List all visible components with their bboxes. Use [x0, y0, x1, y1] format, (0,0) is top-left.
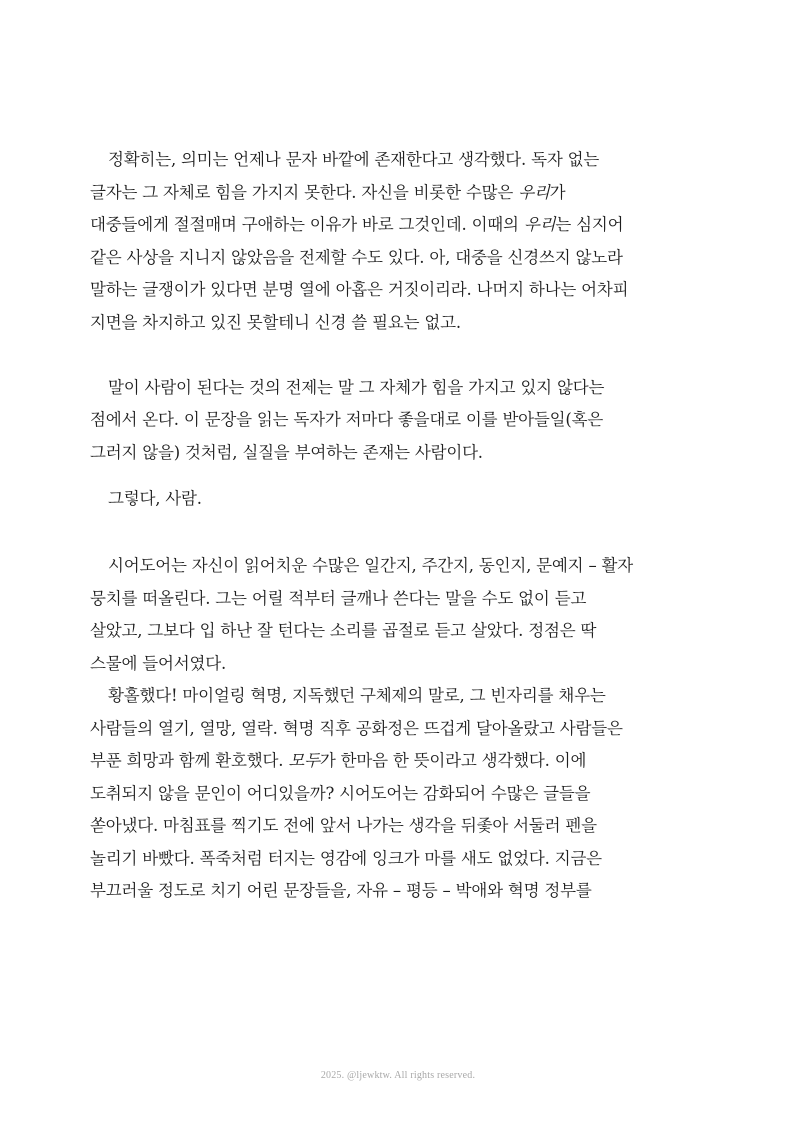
text-line — [90, 404, 710, 437]
text-line — [90, 745, 710, 778]
paragraph — [90, 680, 710, 908]
text-run: 스물에 들어서였다. — [90, 653, 227, 673]
text-run: 대중들에게 절절매며 구애하는 이유가 바로 그것인데. 이때의 — [90, 215, 524, 234]
emphasis-text: 모두 — [288, 751, 320, 770]
text-line — [90, 713, 710, 746]
text-line — [90, 372, 710, 405]
text-run: 부푼 희망과 함께 환호했다. — [90, 751, 289, 770]
paragraph — [90, 550, 710, 680]
text-line — [90, 810, 710, 843]
text-run: 놀리기 바빴다. 폭죽처럼 터지는 영감에 잉크가 마를 새도 없었다. 지금은 — [90, 848, 602, 868]
text-run: 도취되지 않을 문인이 어디있을까? 시어도어는 감화되어 수많은 글들을 — [90, 783, 591, 803]
text-line — [90, 843, 710, 876]
body-text — [90, 144, 710, 908]
text-line — [90, 483, 710, 516]
text-line — [90, 242, 710, 275]
text-line — [90, 144, 710, 177]
text-line — [90, 875, 710, 908]
text-line — [90, 177, 710, 210]
text-run: 시어도어는 자신이 읽어치운 수많은 일간지, 주간지, 동인지, 문예지 – 활자 — [108, 556, 634, 575]
text-line — [90, 437, 710, 470]
text-line — [90, 583, 710, 616]
text-run: 살았고, 그보다 입 하난 잘 턴다는 소리를 곱절로 듣고 살았다. 정점은 딱 — [90, 621, 597, 640]
text-run: 뭉치를 떠올린다. 그는 어릴 적부터 글깨나 쓴다는 말을 수도 없이 듣고 — [90, 588, 587, 608]
text-run: 말이 사람이 된다는 것의 전제는 말 그 자체가 힘을 가지고 있지 않다는 — [108, 377, 605, 397]
text-run: 지면을 차지하고 있진 못할테니 신경 쓸 필요는 없고. — [90, 312, 461, 332]
text-run: 같은 사상을 지니지 않았음을 전제할 수도 있다. 아, 대중을 신경쓰지 않노라 — [90, 247, 623, 267]
text-line — [90, 550, 710, 583]
paragraph-spacer — [90, 339, 710, 372]
emphasis-text: 우리 — [523, 215, 556, 234]
paragraph-spacer — [90, 516, 710, 549]
paragraph — [90, 144, 710, 339]
paragraph — [90, 483, 710, 516]
text-run: 그러지 않을) 것처럼, 실질을 부여하는 존재는 사람이다. — [90, 442, 483, 462]
text-run: 정확히는, 의미는 언제나 문자 바깥에 존재한다고 생각했다. 독자 없는 — [108, 150, 600, 169]
text-run: 글자는 그 자체로 힘을 가지지 못한다. 자신을 비롯한 수많은 — [90, 182, 519, 202]
text-run: 그렇다, 사람. — [108, 489, 202, 508]
paragraph — [90, 372, 710, 470]
copyright-footer: 2025. @ljewktw. All rights reserved. — [320, 1070, 476, 1081]
text-run: 점에서 온다. 이 문장을 읽는 독자가 저마다 좋을대로 이를 받아들일(혹은 — [90, 410, 604, 429]
text-line — [90, 680, 710, 713]
text-line — [90, 615, 710, 648]
emphasis-text: 우리 — [518, 182, 550, 202]
text-line — [90, 274, 710, 307]
text-run: 말하는 글쟁이가 있다면 분명 열에 아홉은 거짓이리라. 나머지 하나는 어차피 — [90, 280, 629, 299]
text-run: 황홀했다! 마이얼링 혁명, 지독했던 구체제의 말로, 그 빈자리를 채우는 — [108, 686, 606, 705]
text-line — [90, 778, 710, 811]
text-line — [90, 307, 710, 340]
text-line — [90, 209, 710, 242]
text-run: 사람들의 열기, 열망, 열락. 혁명 직후 공화정은 뜨겁게 달아올랐고 사람들은 — [90, 718, 623, 738]
text-run: 는 심지어 — [555, 215, 624, 234]
paragraph-spacer — [90, 469, 710, 483]
text-run: 가 한마음 한 뜻이라고 생각했다. 이에 — [319, 751, 587, 770]
text-run: 부끄러울 정도로 치기 어린 문장들을, 자유 – 평등 – 박애와 혁명 정부를 — [90, 881, 592, 900]
text-line — [90, 648, 710, 681]
text-run: 쏟아냈다. 마침표를 찍기도 전에 앞서 나가는 생각을 뒤좇아 서둘러 펜을 — [90, 816, 597, 835]
text-run: 가 — [549, 182, 566, 202]
